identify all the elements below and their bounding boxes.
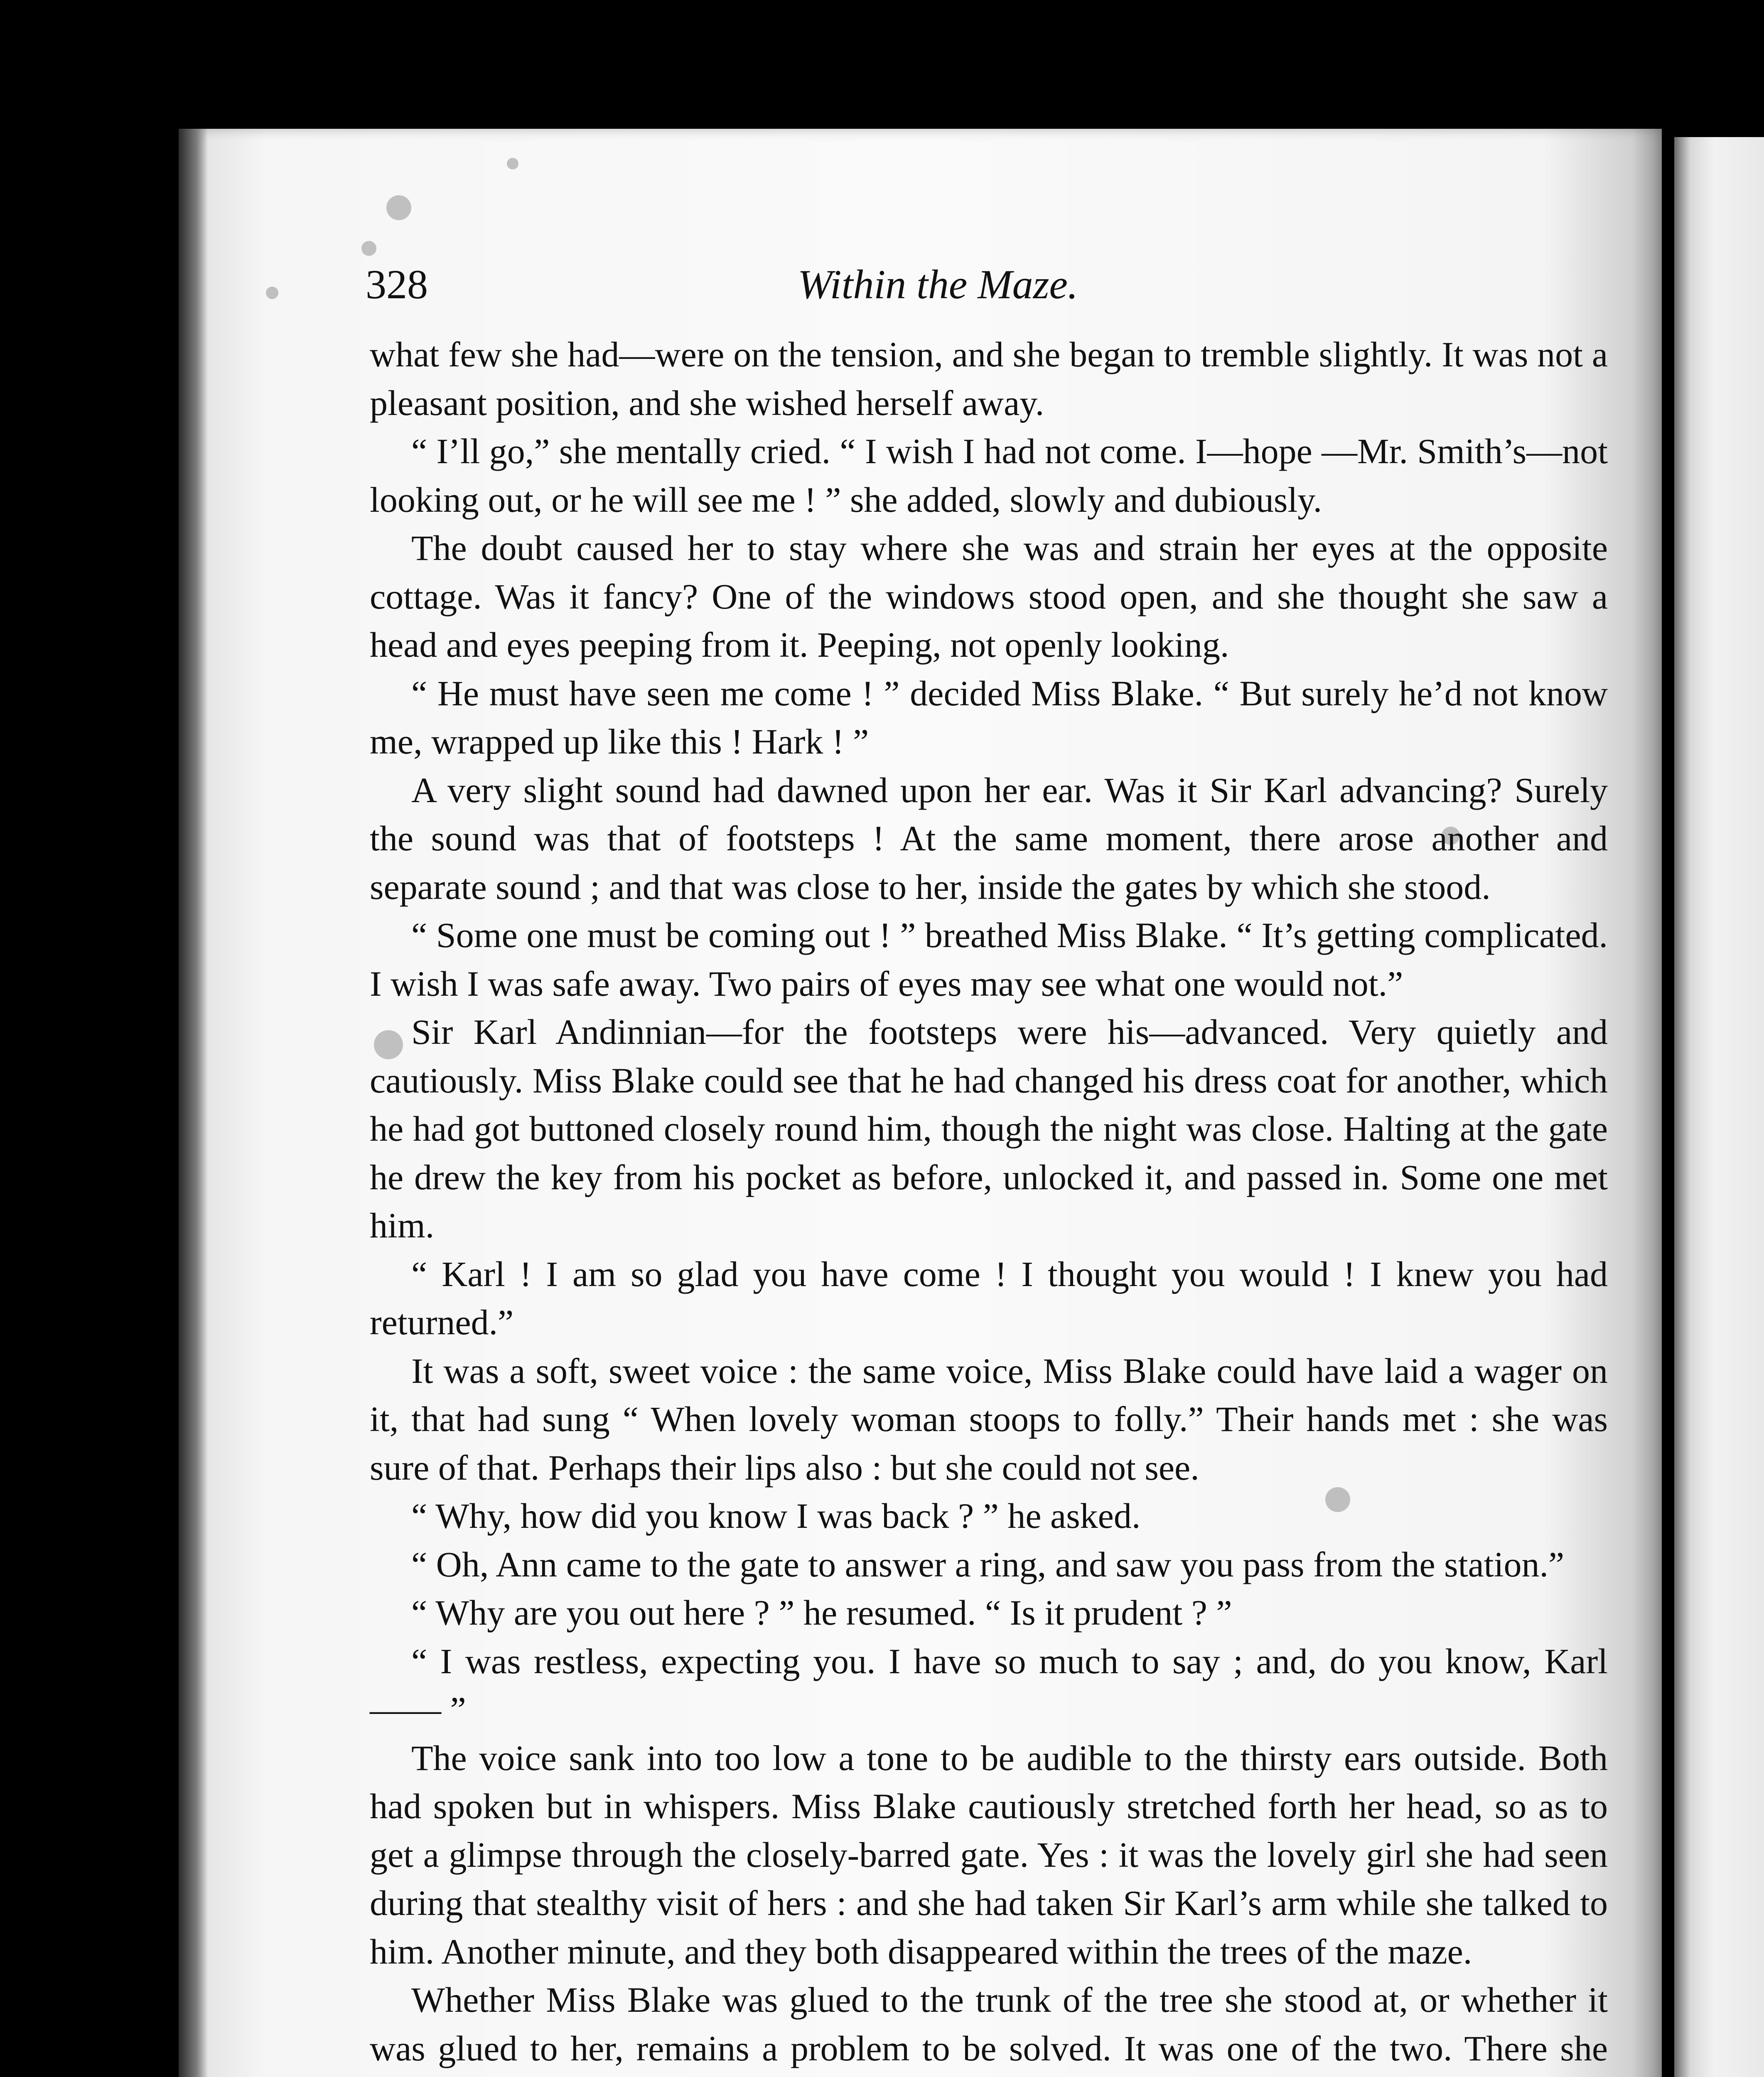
paragraph: “ Why, how did you know I was back ? ” he asked. <box>411 1496 1141 1536</box>
paper-spot <box>266 287 278 299</box>
paragraph: It was a soft, sweet voice : the same voice, Miss Blake could have laid a wager on it, that had sung “ When lovely woman stoops to folly.” Their hands met : she was sure of that. Perhaps their lips also : but she could not see. <box>370 1350 1608 1488</box>
paragraph: A very slight sound had dawned upon her ear. Was it Sir Karl advancing? Surely the sound was that of footsteps ! At the same moment, there arose another and separate sound ; and that was close to her, inside the gates by which she stood. <box>370 770 1608 907</box>
paragraph: The voice sank into too low a tone to be audible to the thirsty ears outside. Both had spoken but in whispers. Miss Blake cautiously stretched forth her head, so as to get a glimpse through the closely-barred gate. Yes : it was the lovely girl she had seen during that stealthy visit of hers : and she had taken Sir Karl’s arm while she talked to him. Another minute, and they both disappeared within the trees of the maze. <box>370 1738 1608 1971</box>
body-text <box>370 330 1608 2077</box>
paragraph: “ Some one must be coming out ! ” breathed Miss Blake. “ It’s getting complicated. I wish I was safe away. Two pairs of eyes may see what one would not.” <box>370 915 1608 1004</box>
paragraph: “ Why are you out here ? ” he resumed. “ Is it prudent ? ” <box>411 1593 1232 1633</box>
paragraph: The doubt caused her to stay where she was and strain her eyes at the opposite cottage. Was it fancy? One of the windows stood open, and she thought she saw a head and eyes peeping from it. Peeping, not openly looking. <box>370 528 1608 665</box>
page-header <box>366 255 1612 314</box>
paper-spot <box>507 158 518 169</box>
paragraph: “ I’ll go,” she mentally cried. “ I wish I had not come. I—hope —Mr. Smith’s—not looking out, or he will see me ! ” she added, slowly and dubiously. <box>370 431 1608 520</box>
paragraph: Whether Miss Blake was glued to the trunk of the tree she stood at, or whether it was glued to her, remains a problem to be solved. It was one of the two. There she <box>370 1980 1608 2068</box>
paragraph: “ Oh, Ann came to the gate to answer a ring, and saw you pass from the station.” <box>411 1544 1565 1584</box>
paragraph: Sir Karl Andinnian—for the footsteps were his—advanced. Very quietly and cautiously. Miss Blake could see that he had changed his dress coat for another, which he had got buttoned closely round him, though the night was close. Halting at the gate he drew the key from his pocket as before, unlocked it, and passed in. Some one met him. <box>370 1012 1608 1245</box>
paper-spot <box>386 195 411 220</box>
page-gutter-shadow <box>179 129 208 2077</box>
paragraph: “ I was restless, expecting you. I have so much to say ; and, do you know, Karl—— ” <box>370 1641 1608 1729</box>
page-number: 328 <box>366 261 428 307</box>
paragraph: “ He must have seen me come ! ” decided Miss Blake. “ But surely he’d not know me, wrapped up like this ! Hark ! ” <box>370 673 1608 761</box>
facing-page-edge <box>1674 137 1764 2077</box>
paper-spot <box>361 241 376 256</box>
running-title: Within the Maze. <box>798 261 1078 307</box>
paragraph: what few she had—were on the tension, and she began to tremble slightly. It was not a pleasant position, and she wished herself away. <box>370 334 1608 423</box>
paragraph: “ Karl ! I am so glad you have come ! I thought you would ! I knew you had returned.” <box>370 1254 1608 1342</box>
